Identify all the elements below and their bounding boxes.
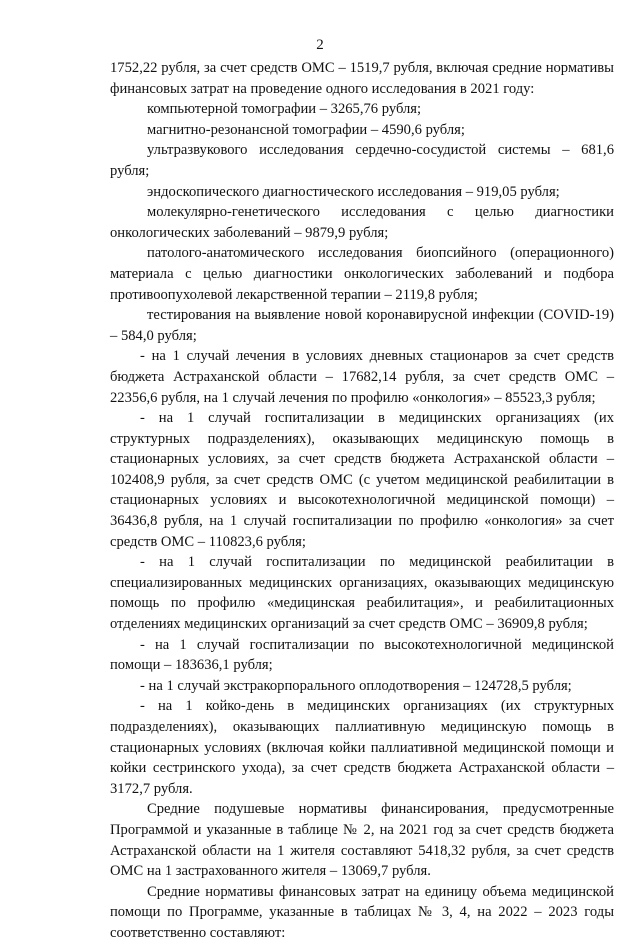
paragraph-ct: компьютерной томографии – 3265,76 рубля; bbox=[147, 101, 422, 118]
paragraph-rehabilitation: - на 1 случай госпитализации по медицинской реабилитации в специализированных медицинских организациях, оказывающих медицинскую помощь по профилю «медицинская реабилитация», и реабилитационных отделениях медицинских организаций за счет средств ОМС – 36909,8 рубля; bbox=[110, 554, 614, 633]
paragraph-future-norms: Средние нормативы финансовых затрат на единицу объема медицинской помощи по Программе, указанные в таблицах № 3, 4, на 2022 – 2023 годы соответственно составляют: bbox=[110, 883, 614, 941]
paragraph-mri: магнитно-резонансной томографии – 4590,6 рубля; bbox=[147, 121, 465, 138]
paragraph-high-tech: - на 1 случай госпитализации по высокотехнологичной медицинской помощи – 183636,1 рубля; bbox=[110, 636, 614, 674]
paragraph-covid-testing: тестирования на выявление новой коронавирусной инфекции (COVID-19) – 584,0 рубля; bbox=[110, 307, 614, 344]
paragraph-palliative: - на 1 койко-день в медицинских организациях (их структурных подразделениях), оказывающих паллиативную медицинскую помощь в стационарных условиях (включая койки паллиативной медицинской помощи и койки сестринского ухода), за счет средств бюджета Астраханской области – 3172,7 рубля. bbox=[110, 698, 614, 797]
paragraph-per-capita: Средние подушевые нормативы финансирования, предусмотренные Программой и указанные в таблице № 2, на 2021 год за счет средств бюджета Астраханской области на 1 жителя составляют 5418,32 рубля, за счет средств ОМС на 1 застрахованного жителя – 13069,7 рубля. bbox=[110, 801, 614, 880]
page-number: 2 bbox=[316, 37, 324, 53]
paragraph-pathology: патолого-анатомического исследования биопсийного (операционного) материала с целью диагностики онкологических заболеваний и подбора противоопухолевой лекарственной терапии – 2119,8 рубля; bbox=[110, 245, 614, 303]
document-body bbox=[110, 58, 614, 944]
paragraph-molecular-genetic: молекулярно-генетического исследования с целью диагностики онкологических заболеваний – 9879,9 рубля; bbox=[110, 204, 614, 241]
paragraph-ultrasound: ультразвукового исследования сердечно-сосудистой системы – 681,6 рубля; bbox=[110, 142, 614, 179]
paragraph-intro: 1752,22 рубля, за счет средств ОМС – 1519,7 рубля, включая средние нормативы финансовых затрат на проведение одного исследования в 2021 году: bbox=[110, 60, 614, 97]
paragraph-hospitalization: - на 1 случай госпитализации в медицинских организациях (их структурных подразделениях), оказывающих медицинскую помощь в стационарных условиях, за счет средств бюджета Астраханской области – 102408,9 рубля, за счет средств ОМС (с учетом медицинской реабилитации в стационарных условиях и высокотехнологичной медицинской помощи) – 36436,8 рубля, на 1 случай госпитализации по профилю «онкология» за счет средств ОМС – 110823,6 рубля; bbox=[110, 410, 614, 550]
paragraph-endoscopy: эндоскопического диагностического исследования – 919,05 рубля; bbox=[147, 183, 560, 200]
paragraph-ivf: - на 1 случай экстракорпорального оплодотворения – 124728,5 рубля; bbox=[140, 677, 572, 694]
paragraph-day-hospital: - на 1 случай лечения в условиях дневных стационаров за счет средств бюджета Астраханской области – 17682,14 рубля, за счет средств ОМС – 22356,6 рубля, на 1 случай лечения по профилю «онкология» – 85523,3 рубля; bbox=[110, 348, 614, 406]
